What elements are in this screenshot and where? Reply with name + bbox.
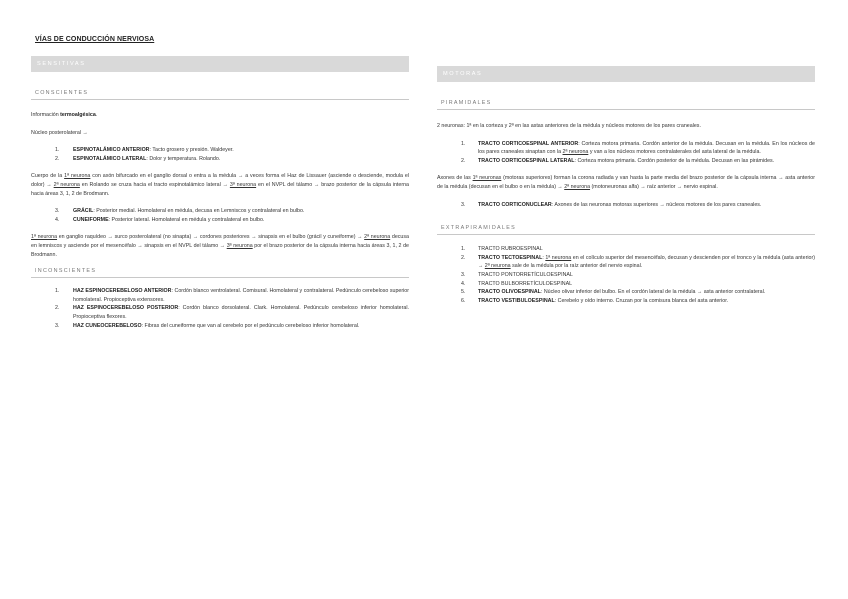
section-bar-sensitivas: SENSITIVAS xyxy=(31,56,409,72)
section-bar-motoras: MOTORAS xyxy=(437,66,815,82)
list-item: 4. TRACTO BULBORRETÍCULOESPINAL xyxy=(461,280,573,287)
conscientes-list-2 xyxy=(31,207,409,224)
pathway-paragraph-2: 1ª neurona en ganglio raquídeo → surco posterolateral (no sinapta) → cordones posteriores → sinapsis en el bulbo (grácil y cuneiforme) → 2ª neurona decusa en lemniscos y asciende por el mesencéfalo → sinapsis en el NVPL del tálamo → 3ª neurona por el brazo posterior de la cápsula interna hacia áreas 3, 1, 2 de Brodmann. xyxy=(31,234,409,258)
list-item: 3. GRÁCIL: Posterior medial. Homolateral en médula, decusa en Lemniscos y contralateral en bulbo. xyxy=(55,208,305,215)
list-item: 1. ESPINOTALÁMICO ANTERIOR: Tacto grosero y presión. Waldeyer. xyxy=(55,147,234,154)
list-item: 3. TRACTO PONTORRETÍCULOESPINAL xyxy=(461,271,573,278)
list-item: 4. CUNEIFORME: Posterior lateral. Homolateral en médula y contralateral en bulbo. xyxy=(55,216,265,223)
extrapiramidales-list xyxy=(437,245,815,305)
motor-column xyxy=(437,66,815,305)
subheading-conscientes: CONSCIENTES xyxy=(31,90,409,100)
list-item: 5. TRACTO OLIVOESPINAL: Núcleo olivar inferior del bulbo. En el cordón lateral de la médula → asta anterior contralateral. xyxy=(461,289,766,296)
subheading-inconscientes: INCONSCIENTES xyxy=(31,268,409,278)
piramidales-list-1 xyxy=(437,140,815,166)
list-item: 1. HAZ ESPINOCEREBELOSO ANTERIOR: Cordón blanco ventrolateral. Comisural. Homolateral y contralateral. Pedúnculo cerebeloso superior homolateral. Propioceptiva extensores. xyxy=(55,288,409,303)
conscientes-list-1 xyxy=(31,146,409,163)
list-item: 6. TRACTO VESTIBULOESPINAL: Cerebelo y oído interno. Cruzan por la comisura blanca del asta anterior. xyxy=(461,297,729,304)
page-title: VÍAS DE CONDUCCIÓN NERVIOSA xyxy=(35,36,155,43)
sensory-column xyxy=(31,56,409,330)
piramidales-list-2 xyxy=(437,201,815,210)
list-item: 2. HAZ ESPINOCEREBELOSO POSTERIOR: Cordón blanco dorsolateral. Clark. Homolateral. Pedúnculo cerebeloso inferior homolateral. Propioceptiva flexores. xyxy=(55,305,409,320)
piramidales-intro: 2 neuronas: 1ª en la corteza y 2ª en las astas anteriores de la médula y núcleos motores de los pares craneales. xyxy=(437,123,701,129)
pathway-paragraph-1: Cuerpo de la 1ª neurona con axón bifurcado en el ganglio dorsal o entra a la médula → a veces forma el Haz de Lissauer (asciende o desciende, modula el dolor) → 2ª neurona en Rolando se cruza hacia el tracto espinotalámico lateral → 3ª neurona en el NVPL del tálamo → brazo posterior de la cápsula interna hacia áreas 3, 1, 2 de Brodmann. xyxy=(31,173,409,197)
inconscientes-list xyxy=(31,287,409,330)
info-line: Información termoalgésica. xyxy=(31,112,98,118)
list-item: 3. HAZ CUNEOCEREBELOSO: Fibras del cuneiforme que van al cerebelo por el pedúnculo cerebeloso inferior homolateral. xyxy=(55,322,360,329)
subheading-extrapiramidales: EXTRAPIRAMIDALES xyxy=(437,225,815,235)
nucleo-line: Núcleo posterolateral → xyxy=(31,129,88,136)
piramidales-paragraph: Axones de las 1ª neuronas (motoras superiores) forman la corona radiada y van hasta la parte media del brazo posterior de la cápsula interna → asta anterior de la médula (decusan en el bulbo o en la médula) → 2ª neurona (motoneuronas alfa) → raíz anterior → nervio espinal. xyxy=(437,175,816,190)
list-item: 1. TRACTO CORTICOESPINAL ANTERIOR: Corteza motora primaria. Cordón anterior de la médula. Decusan en la médula. En los núcleos de los pares craneales sinaptan con la 2ª neurona y van a los núcleos motores contralaterales del asta lateral de la médula. xyxy=(461,140,815,156)
list-item: 2. TRACTO CORTICOESPINAL LATERAL: Corteza motora primaria. Cordón posterior de la médula. Decusan en las pirámides. xyxy=(461,157,775,164)
list-item: 2. TRACTO TECTOESPINAL: 1ª neurona en el colículo superior del mesencéfalo, decusan y descienden por el tronco y la médula (asta anterior) → 2ª neurona sale de la médula por la raíz anterior del nervio espinal. xyxy=(461,254,815,270)
list-item: 2. ESPINOTALÁMICO LATERAL: Dolor y temperatura. Rolando. xyxy=(55,155,221,162)
subheading-piramidales: PIRAMIDALES xyxy=(437,100,815,110)
list-item: 3. TRACTO CORTICONUCLEAR: Axones de las neuronas motoras superiores → núcleos motores de los pares craneales. xyxy=(461,201,762,208)
list-item: 1. TRACTO RUBROESPINAL xyxy=(461,246,543,253)
